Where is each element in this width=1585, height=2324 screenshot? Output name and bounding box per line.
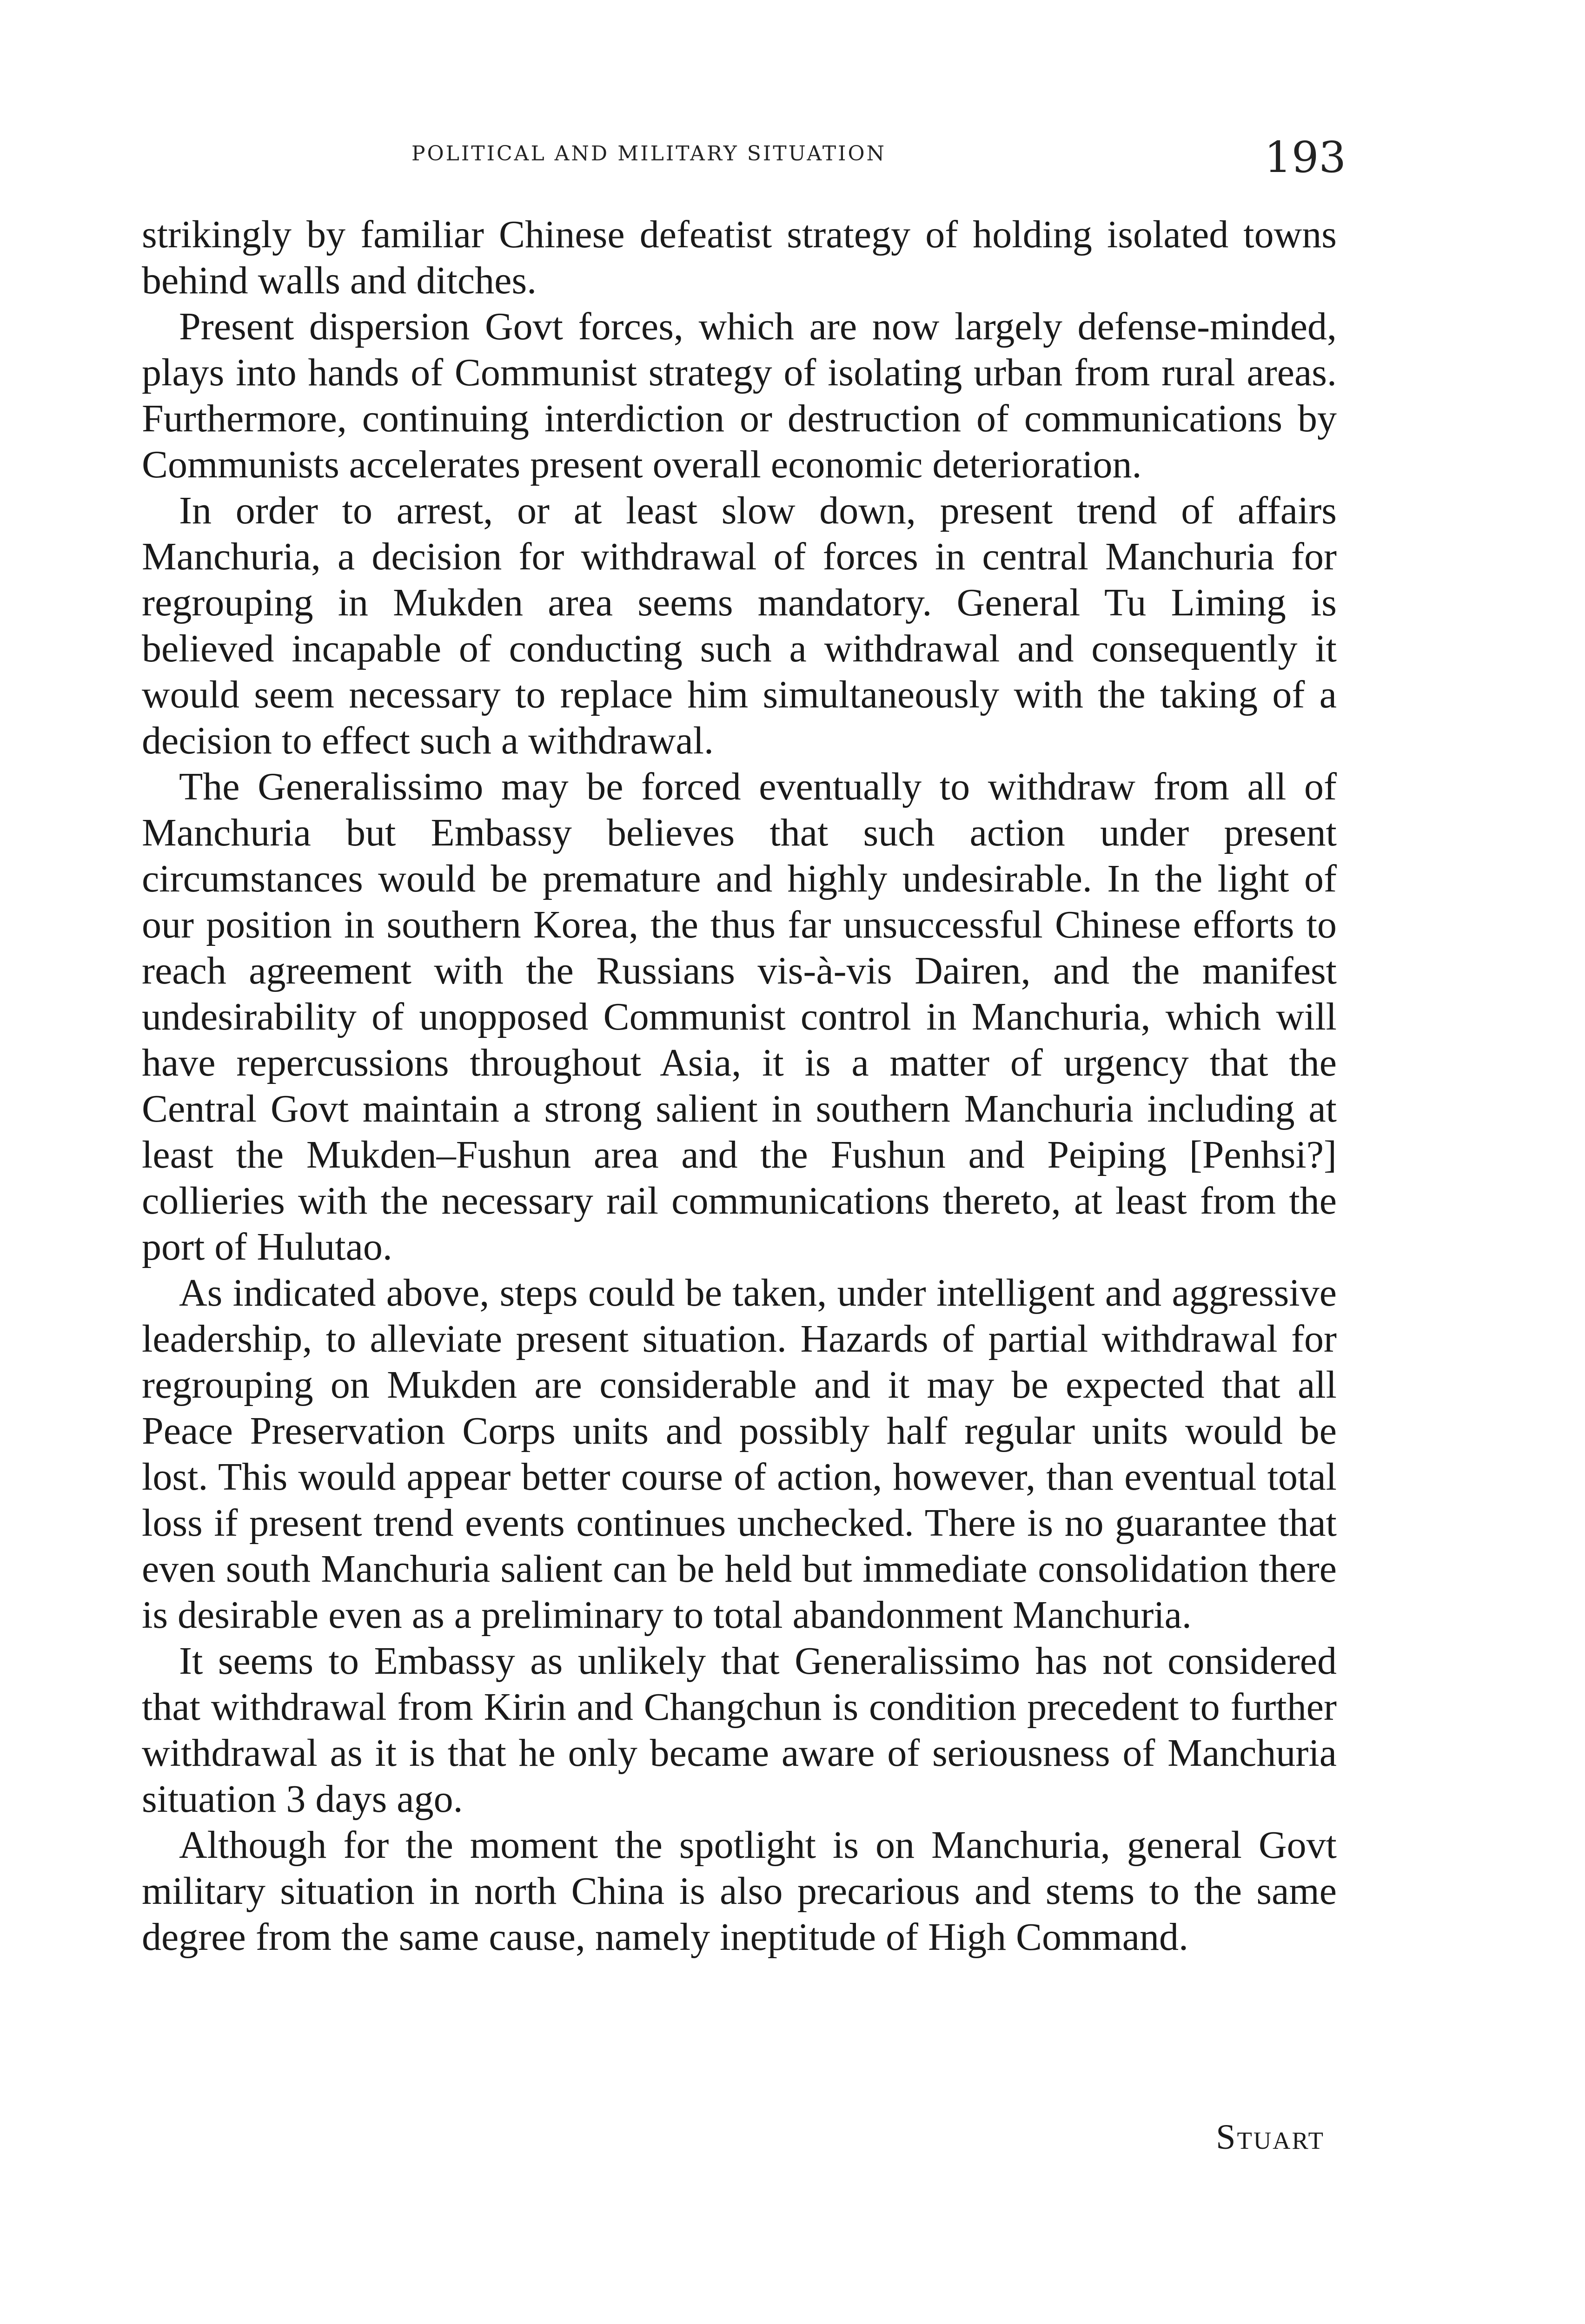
paragraph-3: In order to arrest, or at least slow down, present trend of affairs Manchuria, a decision for withdrawal of forces in central Manchuria for regrouping in Mukden area seems mandatory. General Tu Liming is believed incapable of conducting such a withdrawal and consequently it would seem necessary to replace him simultaneously with the taking of a decision to effect such a withdrawal.: [142, 489, 1337, 762]
page-header: [142, 132, 1346, 184]
paragraph-2: Present dispersion Govt forces, which are now largely defense-minded, plays into hands of Communist strategy of isolating urban from rural areas. Furthermore, continuing interdiction or destruction of communications by Communists accelerates present overall economic deterioration.: [142, 305, 1337, 486]
paragraph-4: The Generalissimo may be forced eventually to withdraw from all of Manchuria but Embassy believes that such action under present circumstances would be premature and highly undesirable. In the light of our position in southern Korea, the thus far unsuccessful Chinese efforts to reach agreement with the Russians vis-à-vis Dairen, and the manifest undesirability of unopposed Communist control in Manchuria, which will have repercussions throughout Asia, it is a matter of urgency that the Central Govt maintain a strong salient in southern Manchuria including at least the Mukden–Fushun area and the Fushun and Peiping [Penhsi?] collieries with the necessary rail communications thereto, at least from the port of Hulutao.: [142, 765, 1337, 1268]
running-head: POLITICAL AND MILITARY SITUATION: [411, 142, 887, 165]
signature: Stuart: [1216, 2118, 1325, 2157]
paragraph-5: As indicated above, steps could be taken, under intelligent and aggressive leadership, to alleviate present situation. Hazards of partial withdrawal for regrouping on Mukden are considerable and it may be expected that all Peace Preservation Corps units and possibly half regular units would be lost. This would appear better course of action, however, than eventual total loss if present trend events continues unchecked. There is no guarantee that even south Manchuria salient can be held but immediate consolidation there is desirable even as a preliminary to total abandonment Manchuria.: [142, 1271, 1337, 1637]
paragraph-6: It seems to Embassy as unlikely that Generalissimo has not considered that withdrawal from Kirin and Changchun is condition precedent to further withdrawal as it is that he only became aware of seriousness of Manchuria situation 3 days ago.: [142, 1639, 1337, 1821]
paragraph-7: Although for the moment the spotlight is on Manchuria, general Govt military situation in north China is also precarious and stems to the same degree from the same cause, namely ineptitude of High Command.: [142, 1823, 1337, 1959]
paragraph-1: strikingly by familiar Chinese defeatist strategy of holding isolated towns behind walls and ditches.: [142, 213, 1337, 302]
page-number: 193: [1264, 132, 1346, 182]
body-text: [142, 211, 1337, 1960]
